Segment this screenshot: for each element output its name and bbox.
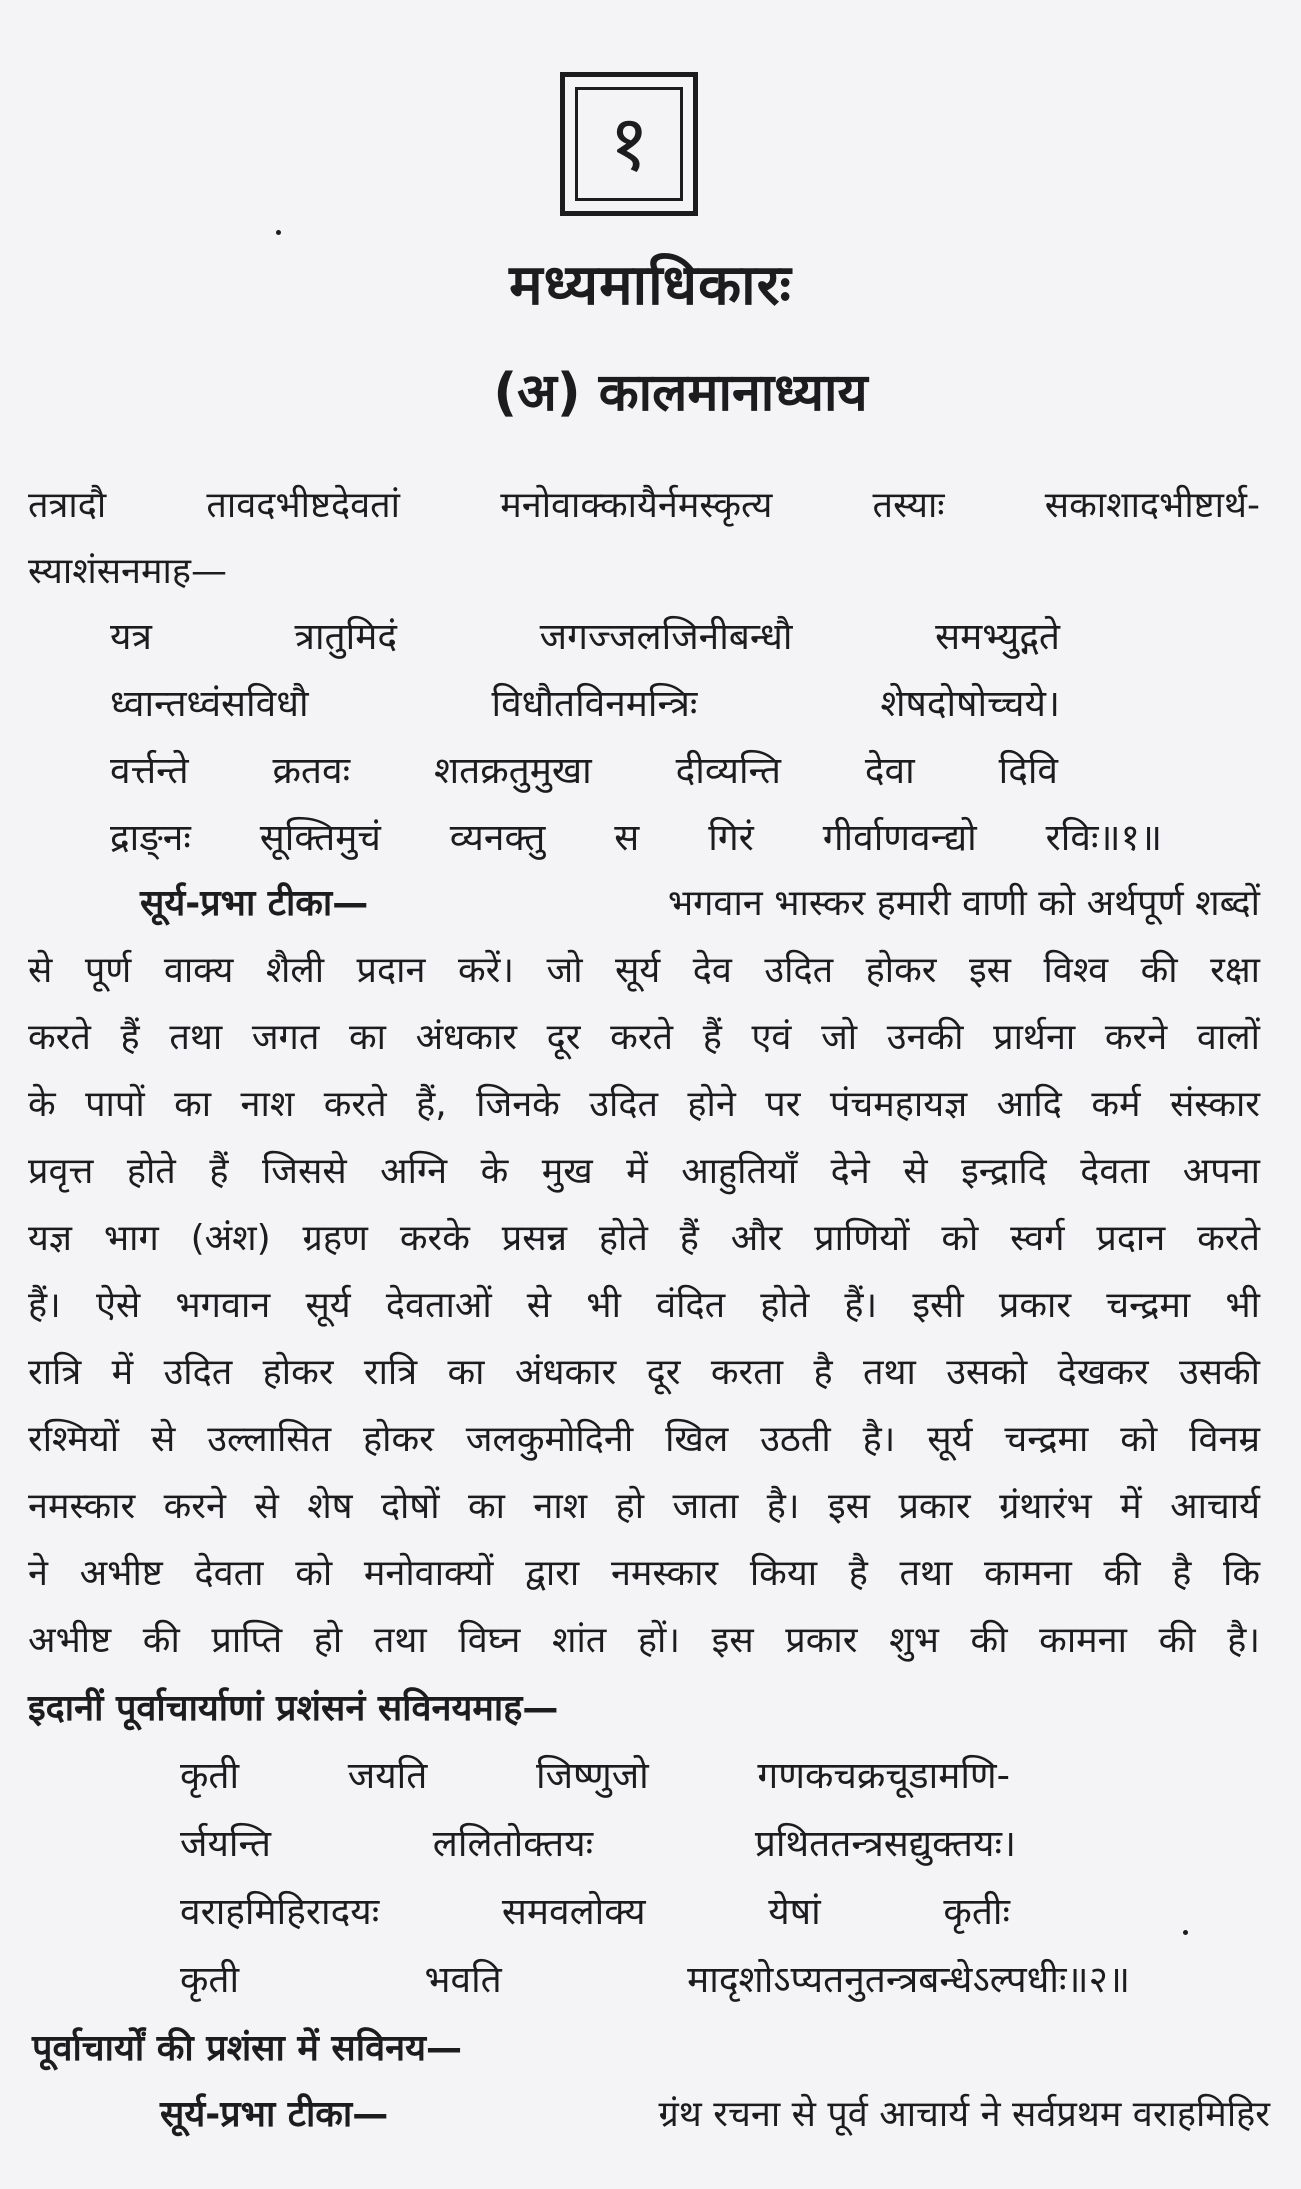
intro2-line: इदानीं पूर्वाचार्याणां प्रशंसनं सविनयमाह—: [28, 1688, 559, 1729]
verse-word: मादृशोऽप्यतनुतन्त्रबन्धेऽल्पधीः॥२॥: [687, 1958, 1130, 2001]
commentary1-line: हैं। ऐसे भगवान सूर्य देवताओं से भी वंदित होते हैं। इसी प्रकार चन्द्रमा भी: [28, 1285, 1260, 1326]
commentary1-line: रात्रि में उदित होकर रात्रि का अंधकार दूर करता है तथा उसको देखकर उसकी: [28, 1352, 1260, 1393]
verse-word: यत्र: [110, 615, 152, 658]
verse2-line-4: [180, 1958, 1130, 2001]
verse-word: स: [614, 816, 640, 859]
verse-word: कृती: [180, 1754, 240, 1797]
commentary-label: सूर्य-प्रभा टीका—: [160, 2094, 389, 2135]
verse-word: येषां: [768, 1890, 821, 1933]
verse-word: समवलोक्य: [501, 1890, 646, 1933]
verse2-line-1: [180, 1754, 1010, 1797]
verse-word: ललितोक्तयः: [432, 1822, 594, 1865]
commentary1-line: प्रवृत्त होते हैं जिससे अग्नि के मुख में आहुतियाँ देने से इन्द्रादि देवता अपना: [28, 1151, 1260, 1192]
verse-word: शेषदोषोच्चये।: [880, 682, 1060, 725]
verse-word: ध्वान्तध्वंसविधौ: [110, 682, 309, 725]
verse-word: त्रातुमिदं: [294, 615, 397, 658]
verse-word: जिष्णुजो: [536, 1754, 649, 1797]
verse-word: वर्त्तन्ते: [110, 749, 189, 792]
verse-word: कृती: [180, 1958, 240, 2001]
verse-word: शतक्रतुमुखा: [433, 749, 592, 792]
commentary1-line: के पापों का नाश करते हैं, जिनके उदित होने पर पंचमहायज्ञ आदि कर्म संस्कार: [28, 1084, 1260, 1125]
scan-speck: [276, 230, 281, 235]
verse-word: गीर्वाणवन्द्यो: [822, 816, 977, 859]
verse-word: दीव्यन्ति: [675, 749, 782, 792]
commentary1-line: से पूर्ण वाक्य शैली प्रदान करें। जो सूर्य देव उदित होकर इस विश्व की रक्षा: [28, 950, 1260, 991]
verse-word: कृतीः: [943, 1890, 1010, 1933]
scan-speck: [1183, 1930, 1188, 1935]
commentary1-line: यज्ञ भाग (अंश) ग्रहण करके प्रसन्न होते हैं और प्राणियों को स्वर्ग प्रदान करते: [28, 1218, 1260, 1259]
commentary1-line: करते हैं तथा जगत का अंधकार दूर करते हैं एवं जो उनकी प्रार्थना करने वालों: [28, 1017, 1260, 1058]
commentary1-line: रश्मियों से उल्लासित होकर जलकुमोदिनी खिल उठती है। सूर्य चन्द्रमा को विनम्र: [28, 1419, 1260, 1460]
intro-line-2: स्याशंसनमाह—: [28, 551, 227, 592]
verse-word: दिवि: [998, 749, 1058, 792]
verse-word: सूक्तिमुचं: [259, 816, 381, 859]
commentary1-first-line: [140, 883, 1260, 924]
chapter-subtitle: (अ) कालमानाध्याय: [493, 363, 868, 423]
verse-word: समभ्युद्गते: [935, 615, 1060, 658]
verse-word: द्राङ्नः: [110, 816, 191, 859]
commentary1-line: अभीष्ट की प्राप्ति हो तथा विघ्न शांत हों। इस प्रकार शुभ की कामना की है।: [28, 1620, 1260, 1661]
verse-word: वराहमिहिरादयः: [180, 1890, 380, 1933]
verse-word: विधौतविनमन्त्रिः: [491, 682, 698, 725]
chapter-number: १: [575, 87, 683, 201]
verse-word: गणकचक्रचूडामणि-: [757, 1754, 1010, 1797]
verse2-line-2: [180, 1822, 1016, 1865]
intro-line-1: तत्रादौ तावदभीष्टदेवतां मनोवाक्कायैर्नमस्कृत्य तस्याः सकाशादभीष्टार्थ-: [28, 485, 1260, 526]
commentary1-line: नमस्कार करने से शेष दोषों का नाश हो जाता है। इस प्रकार ग्रंथारंभ में आचार्य: [28, 1486, 1260, 1527]
chapter-number-box: [560, 72, 698, 216]
verse1-line-2: [110, 682, 1060, 725]
verse2-line-3: [180, 1890, 1010, 1933]
verse-word: र्जयन्ति: [180, 1822, 271, 1865]
verse-word: रविः॥१॥: [1045, 816, 1162, 859]
verse1-line-1: [110, 615, 1060, 658]
commentary-text: भगवान भास्कर हमारी वाणी को अर्थपूर्ण शब्दों: [667, 883, 1260, 924]
verse-word: व्यनक्तु: [449, 816, 546, 859]
commentary1-line: ने अभीष्ट देवता को मनोवाक्यों द्वारा नमस्कार किया है तथा कामना की है कि: [28, 1553, 1260, 1594]
verse-word: देवा: [864, 749, 915, 792]
verse-word: जगज्जलजिनीबन्धौ: [539, 615, 793, 658]
verse1-line-3: [110, 749, 1058, 792]
verse-word: गिरं: [708, 816, 754, 859]
section-heading: पूर्वाचार्यों की प्रशंसा में सविनय—: [32, 2028, 462, 2069]
commentary-label: सूर्य-प्रभा टीका—: [140, 883, 369, 924]
verse1-line-4: [110, 816, 1162, 859]
verse-word: प्रथिततन्त्रसद्युक्तयः।: [754, 1822, 1016, 1865]
verse-word: भवति: [424, 1958, 502, 2001]
chapter-title: मध्यमाधिकारः: [509, 253, 792, 318]
verse-word: जयति: [347, 1754, 428, 1797]
verse-word: क्रतवः: [272, 749, 351, 792]
commentary2-first-line: [160, 2094, 1270, 2135]
commentary-text: ग्रंथ रचना से पूर्व आचार्य ने सर्वप्रथम वराहमिहिर: [658, 2094, 1270, 2135]
